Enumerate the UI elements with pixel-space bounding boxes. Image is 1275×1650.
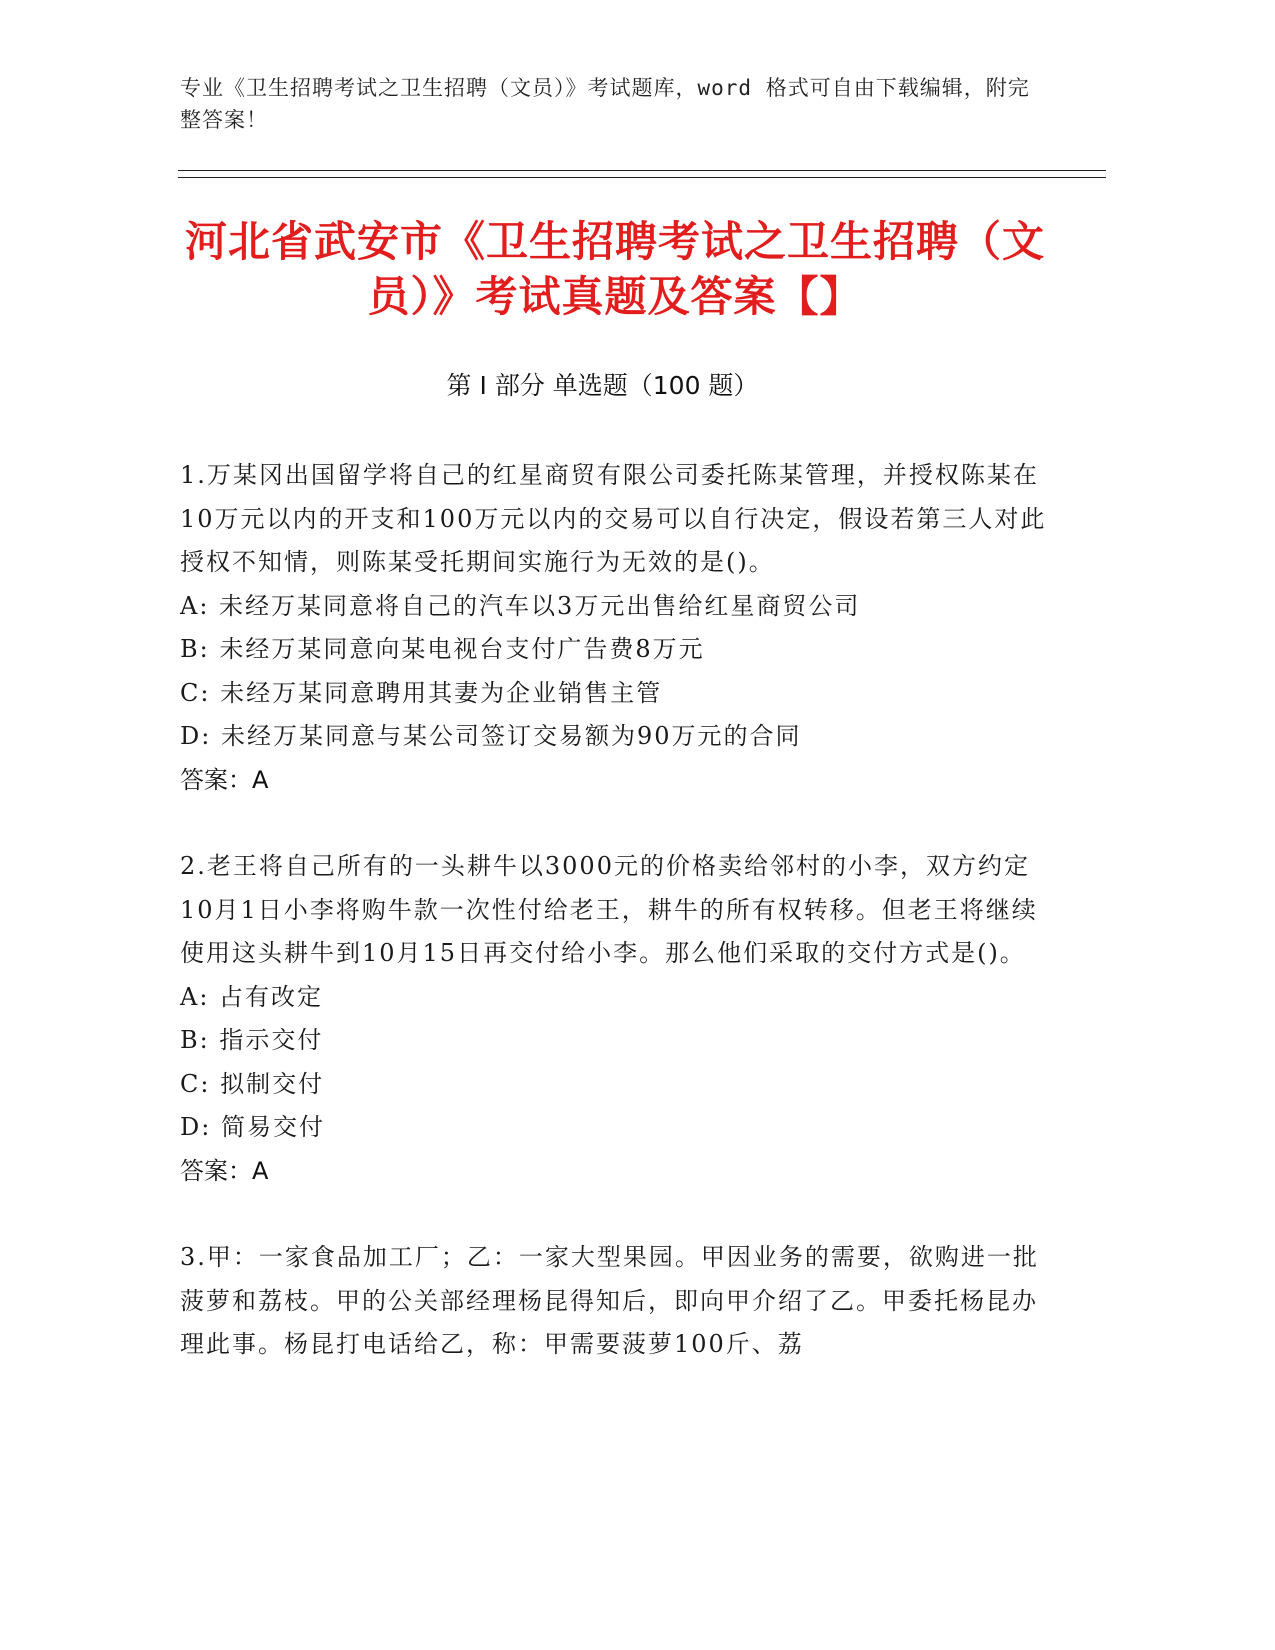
document-title: 河北省武安市《卫生招聘考试之卫生招聘（文员）》考试真题及答案【】	[184, 217, 1045, 321]
option-d: D: 简易交付	[180, 1113, 325, 1141]
question-stem: 1.万某冈出国留学将自己的红星商贸有限公司委托陈某管理，并授权陈某在10万元以内的开支和100万元以内的交易可以自行决定，假设若第三人对此授权不知情，则陈某受托期间实施行为无效的是()。	[180, 461, 1047, 576]
question-3	[180, 1236, 1050, 1367]
answer: 答案：A	[180, 1156, 269, 1185]
option-b: B: 指示交付	[180, 1026, 324, 1054]
header-divider-bottom	[178, 177, 1106, 178]
section-title: 第 I 部分 单选题（100 题）	[446, 371, 759, 400]
question-1	[180, 454, 1050, 802]
answer: 答案：A	[180, 765, 269, 794]
option-b: B: 未经万某同意向某电视台支付广告费8万元	[180, 635, 705, 663]
option-d: D: 未经万某同意与某公司签订交易额为90万元的合同	[180, 722, 802, 750]
question-list	[180, 454, 1050, 1410]
question-2	[180, 845, 1050, 1193]
option-a: A: 未经万某同意将自己的汽车以3万元出售给红星商贸公司	[180, 591, 861, 620]
header-divider-top	[178, 170, 1106, 171]
header-note: 专业《卫生招聘考试之卫生招聘（文员）》考试题库，word 格式可自由下载编辑，附完整答案！	[180, 76, 1030, 132]
option-a: A: 占有改定	[180, 982, 324, 1011]
option-c: C: 拟制交付	[180, 1069, 325, 1098]
option-c: C: 未经万某同意聘用其妻为企业销售主管	[180, 678, 663, 707]
question-stem: 3.甲：一家食品加工厂；乙：一家大型果园。甲因业务的需要，欲购进一批菠萝和荔枝。甲的公关部经理杨昆得知后，即向甲介绍了乙。甲委托杨昆办理此事。杨昆打电话给乙，称：甲需要菠萝100斤、荔	[180, 1243, 1039, 1358]
question-stem: 2.老王将自己所有的一头耕牛以3000元的价格卖给邻村的小李，双方约定10月1日小李将购牛款一次性付给老王，耕牛的所有权转移。但老王将继续使用这头耕牛到10月15日再交付给小李。那么他们采取的交付方式是()。	[180, 852, 1038, 967]
